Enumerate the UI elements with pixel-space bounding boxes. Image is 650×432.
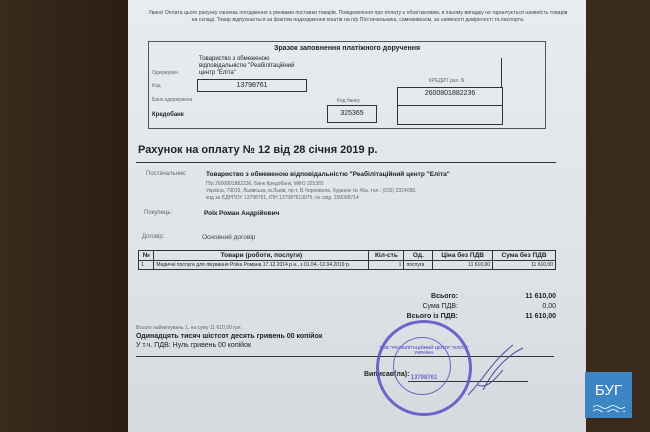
account-field: 2600801882236	[397, 87, 503, 106]
items-table	[138, 250, 556, 270]
col-price: Ціна без ПДВ	[433, 251, 493, 261]
supplier-details: П/р 2600801882236, Банк Кредобанк, МФО 325365	[206, 181, 324, 187]
contract-label: Договір:	[142, 234, 165, 240]
supplier-codes: код за ЄДРПОУ 13798761, ІПН 137987613075, № свід. 200098714	[206, 195, 359, 201]
table-row	[139, 261, 556, 270]
amount-words: Одинадцять тисяч шістсот десять гривень 00 копійок	[136, 333, 323, 340]
code-label: Код	[152, 83, 161, 89]
watermark-text: БУГ	[594, 382, 623, 399]
count-line: Всього найменувань 1, на суму 11 610,00 грн.	[136, 325, 242, 331]
signature	[463, 340, 533, 400]
col-qty: Кіл-сть	[369, 251, 404, 261]
bank: Кредобанк	[152, 112, 184, 118]
total-label: Всього:	[431, 293, 458, 300]
payment-sample-title: Зразок заповнення платіжного доручення	[273, 45, 421, 52]
bank-code-label: Код банку	[337, 98, 360, 104]
invoice-document	[128, 0, 586, 432]
notice: Увага! Оплата цього рахунку означає погодження з умовами поставки товарів. Повідомлення про оплату є обов'язковим, в іншому випадку не гарантується наявність товарів на складі. Товар відпускається за фактом надходження коштів на п/р Постачальника, самовивозом, за наявності довіреності та паспорта.	[148, 10, 568, 23]
vat-label: Сума ПДВ:	[422, 303, 458, 310]
credit-label: КРЕДИТ рах. N	[429, 78, 465, 84]
col-goods: Товари (роботи, послуги)	[154, 251, 369, 261]
total-vat-label: Всього із ПДВ:	[406, 313, 458, 320]
supplier: Товариство з обмеженою відповідальністю "Реабілітаційний центр "Еліта"	[206, 171, 450, 178]
bank-code-field: 325365	[327, 105, 377, 123]
supplier-address: Україна, 79019, Львівська, м.Львів, пр-т. В.Чорновола, будинок № 45а, тел.: (032) 2324098,	[206, 188, 417, 194]
recipient: Товариство з обмеженою відповідальністю "Реабілітаційний центр "Еліта"	[199, 56, 295, 76]
total: 11 610,00	[525, 293, 556, 300]
cell: 11 610,00	[493, 261, 556, 270]
code-field: 13798761	[197, 79, 307, 92]
col-unit: Од.	[404, 251, 433, 261]
watermark-logo	[585, 372, 632, 418]
cell: 1	[139, 261, 154, 270]
divider	[136, 162, 556, 163]
supplier-label: Постачальник:	[146, 171, 187, 177]
payment-sample-box	[148, 41, 546, 129]
stamp-text: ТОВ "РЕАБІЛІТАЦІЙНИЙ ЦЕНТР "ЕЛІТА" УКРАЇНА	[379, 345, 469, 355]
col-number: №	[139, 251, 154, 261]
cell: 1	[369, 261, 404, 270]
divider	[501, 58, 502, 88]
recipient-label: Одержувач	[152, 70, 179, 76]
table-header	[139, 251, 556, 261]
invoice-title: Рахунок на оплату № 12 від 28 січня 2019 р.	[138, 144, 378, 156]
signed-label: Виписав(ла):	[364, 371, 410, 378]
stamp-code: 13798761	[410, 375, 438, 381]
cell: послуга	[404, 261, 433, 270]
col-sum: Сума без ПДВ	[493, 251, 556, 261]
wave-icon	[593, 404, 625, 412]
vat: 0,00	[542, 303, 556, 310]
vat-words: У т.ч. ПДВ: Нуль гривень 00 копійок	[136, 342, 252, 349]
cell: Медичні послуги для лікування Роїка Романа 17.12.2014 р.н., з 01.04.-12.04.2019 р.	[154, 261, 369, 270]
contract: Основний договір	[202, 234, 256, 241]
bank-label: Банк одержувача	[152, 97, 193, 103]
stamp	[376, 320, 472, 416]
buyer: Роїк Роман Андрійович	[204, 210, 280, 217]
cell: 11 610,00	[433, 261, 493, 270]
account-field-empty	[397, 105, 503, 125]
buyer-label: Покупець:	[144, 210, 173, 216]
total-vat: 11 610,00	[525, 313, 556, 320]
